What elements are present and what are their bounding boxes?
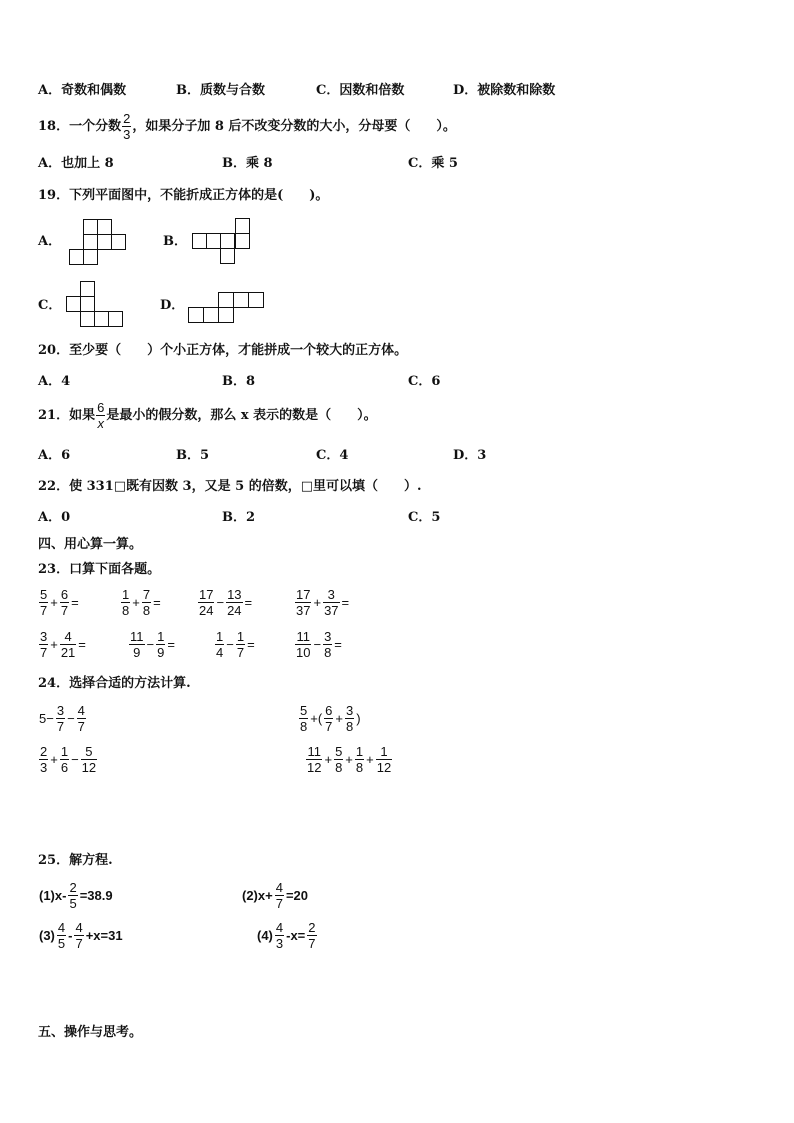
math-operator: 5− — [39, 711, 54, 726]
q18-option-b: B．乘 8 — [222, 156, 273, 171]
q21-post: 是最小的假分数，那么 x 表示的数是（ ）。 — [106, 407, 377, 423]
fraction — [215, 629, 224, 660]
fraction-numerator: 1 — [122, 587, 130, 602]
q17-option-d: D．被除数和除数 — [453, 83, 556, 98]
math-operator: − — [313, 637, 322, 652]
fraction-denominator: 8 — [300, 719, 308, 734]
fraction-denominator: 24 — [227, 603, 242, 618]
fraction — [142, 587, 151, 618]
math-operator: + — [50, 595, 58, 610]
fraction-denominator: 10 — [296, 645, 311, 660]
fraction — [295, 629, 311, 660]
fraction — [324, 703, 333, 734]
math-operator: (1)x- — [39, 888, 67, 903]
math-operator: + — [324, 752, 333, 767]
section-four-heading: 四、用心算一算。 — [38, 537, 143, 552]
fraction-numerator: 17 — [199, 587, 214, 602]
q20-option-b: B．8 — [222, 374, 256, 389]
fraction — [226, 587, 242, 618]
fraction-denominator: 3 — [40, 760, 48, 775]
math-operator: − — [216, 595, 225, 610]
math-operator: (4) — [257, 928, 273, 943]
math-operator: + — [50, 752, 58, 767]
q24-expr — [38, 744, 98, 775]
math-operator: - — [68, 928, 73, 943]
fraction — [77, 703, 86, 734]
fraction-numerator: 3 — [324, 629, 332, 644]
fraction-denominator: 12 — [307, 760, 322, 775]
fraction-denominator: 8 — [324, 645, 332, 660]
fraction — [121, 587, 130, 618]
fraction-denominator: 4 — [216, 645, 224, 660]
math-operator: = — [341, 595, 350, 610]
math-operator: = — [247, 637, 255, 652]
math-operator: +( — [310, 711, 323, 726]
q24-expr — [305, 744, 393, 775]
fraction — [323, 629, 332, 660]
fraction-numerator: 7 — [142, 587, 151, 602]
fraction-numerator: 1 — [236, 629, 245, 644]
q23-stem: 23．口算下面各题。 — [38, 562, 161, 577]
q23-expr — [294, 587, 350, 618]
q19-stem: 19．下列平面图中，不能折成正方体的是( )。 — [38, 188, 329, 203]
math-operator: = — [244, 595, 253, 610]
q25-equation — [256, 920, 318, 951]
fraction-numerator: 11 — [307, 744, 321, 759]
fraction-numerator: 1 — [60, 744, 69, 759]
fraction-denominator: 7 — [236, 645, 245, 660]
q19-label-a: A． — [38, 234, 62, 249]
fraction-denominator: 8 — [122, 603, 130, 618]
fraction-numerator: 1 — [380, 744, 388, 759]
math-operator: =38.9 — [79, 888, 113, 903]
fraction — [236, 629, 245, 660]
q23-expr — [120, 587, 162, 618]
fraction — [323, 587, 339, 618]
fraction-numerator: 5 — [85, 744, 93, 759]
q22-option-b: B．2 — [222, 510, 256, 525]
fraction-denominator: 7 — [40, 603, 48, 618]
q21-option-d: D．3 — [453, 448, 487, 463]
math-operator: =20 — [285, 888, 309, 903]
math-operator: = — [334, 637, 342, 652]
q21-fraction — [96, 400, 105, 431]
math-operator: (2)x+ — [242, 888, 273, 903]
fraction-numerator: 3 — [345, 703, 354, 718]
fraction-denominator: 12 — [81, 760, 97, 775]
fraction-numerator: 4 — [64, 629, 72, 644]
fraction-denominator: 8 — [335, 760, 343, 775]
fraction-numerator: 2 — [40, 744, 48, 759]
fraction-denominator: 7 — [275, 896, 283, 911]
q23-expr — [38, 629, 87, 660]
fraction-numerator: 2 — [69, 880, 77, 895]
fraction-denominator: 7 — [60, 603, 69, 618]
math-operator: − — [71, 752, 79, 767]
fraction-denominator: 3 — [123, 127, 131, 142]
q17-option-c: C．因数和倍数 — [316, 83, 405, 98]
fraction-numerator: 5 — [300, 703, 308, 718]
fraction-numerator: 2 — [123, 111, 131, 126]
fraction-denominator: 7 — [77, 719, 85, 734]
q25-equation — [38, 920, 124, 951]
q23-expr — [294, 629, 343, 660]
fraction — [198, 587, 214, 618]
fraction-denominator: 37 — [296, 603, 311, 618]
q19-label-b: B． — [163, 234, 187, 249]
fraction-denominator: 5 — [57, 936, 66, 951]
fraction-denominator: 9 — [133, 645, 141, 660]
math-operator: + — [335, 711, 343, 726]
q18-option-c: C．乘 5 — [408, 156, 458, 171]
q22-option-a: A．0 — [38, 510, 71, 525]
fraction-numerator: 2 — [308, 920, 316, 935]
math-operator: − — [146, 637, 155, 652]
fraction-numerator: 17 — [296, 587, 311, 602]
fraction-numerator: 4 — [77, 703, 85, 718]
q18-pre: 18．一个分数 — [38, 118, 122, 134]
fraction — [60, 587, 69, 618]
cube-net-a — [68, 219, 130, 267]
math-operator: = — [153, 595, 161, 610]
fraction-denominator: 37 — [324, 603, 339, 618]
fraction-denominator: 8 — [345, 719, 354, 734]
fraction-numerator: 4 — [57, 920, 66, 935]
math-operator: + — [313, 595, 322, 610]
fraction-denominator: x — [97, 416, 104, 431]
fraction — [39, 744, 48, 775]
fraction-numerator: 3 — [327, 587, 335, 602]
q23-expr — [214, 629, 256, 660]
fraction-denominator: 7 — [40, 645, 48, 660]
q22-option-c: C．5 — [408, 510, 441, 525]
fraction — [81, 744, 97, 775]
q21-option-c: C．4 — [316, 448, 349, 463]
math-operator: +x=31 — [85, 928, 123, 943]
fraction-numerator: 3 — [40, 629, 48, 644]
fraction-denominator: 3 — [275, 936, 284, 951]
math-operator: + — [132, 595, 140, 610]
math-operator: ) — [356, 711, 361, 726]
fraction — [60, 629, 76, 660]
fraction-numerator: 6 — [60, 587, 69, 602]
q21-option-b: B．5 — [176, 448, 210, 463]
fraction — [306, 744, 322, 775]
q25-stem: 25．解方程. — [38, 853, 113, 868]
fraction-numerator: 5 — [335, 744, 343, 759]
fraction — [334, 744, 343, 775]
fraction-numerator: 1 — [157, 629, 165, 644]
fraction — [299, 703, 308, 734]
fraction-numerator: 11 — [130, 629, 144, 644]
fraction-numerator: 1 — [216, 629, 224, 644]
math-operator: + — [50, 637, 58, 652]
q21-option-a: A．6 — [38, 448, 71, 463]
fraction — [307, 920, 316, 951]
fraction-numerator: 11 — [296, 629, 310, 644]
fraction — [156, 629, 165, 660]
fraction-numerator: 6 — [325, 703, 333, 718]
fraction-numerator: 6 — [97, 400, 105, 415]
q18-post: ，如果分子加 8 后不改变分数的大小，分母要（ ）。 — [132, 118, 456, 134]
q20-stem: 20．至少要（ ）个小正方体，才能拼成一个较大的正方体。 — [38, 343, 408, 358]
fraction — [355, 744, 364, 775]
q23-expr — [128, 629, 176, 660]
q25-equation — [241, 880, 309, 911]
fraction-numerator: 3 — [56, 703, 65, 718]
cube-net-b — [191, 218, 253, 266]
fraction — [57, 920, 66, 951]
fraction — [39, 587, 48, 618]
q18-stem — [38, 111, 456, 142]
fraction-numerator: 4 — [275, 920, 284, 935]
q21-stem — [38, 400, 377, 431]
cube-net-c — [65, 281, 127, 329]
q20-option-c: C．6 — [408, 374, 441, 389]
fraction — [376, 744, 392, 775]
q23-expr — [38, 587, 80, 618]
fraction — [56, 703, 65, 734]
q22-stem: 22．使 331□既有因数 3，又是 5 的倍数，□里可以填（ ）. — [38, 479, 422, 494]
math-operator: = — [71, 595, 79, 610]
q18-option-a: A．也加上 8 — [38, 156, 114, 171]
fraction — [74, 920, 83, 951]
section-five-heading: 五、操作与思考。 — [38, 1025, 143, 1040]
math-operator: = — [167, 637, 175, 652]
q19-label-d: D． — [160, 298, 185, 313]
q25-equation — [38, 880, 114, 911]
math-operator: + — [345, 752, 353, 767]
fraction-numerator: 13 — [227, 587, 242, 602]
fraction — [129, 629, 145, 660]
fraction-denominator: 7 — [75, 936, 83, 951]
fraction-denominator: 12 — [376, 760, 392, 775]
fraction-denominator: 7 — [308, 936, 316, 951]
math-operator: = — [78, 637, 86, 652]
q17-option-a: A．奇数和偶数 — [38, 83, 127, 98]
q21-pre: 21．如果 — [38, 407, 96, 423]
fraction-denominator: 6 — [60, 760, 69, 775]
math-operator: − — [67, 711, 75, 726]
math-operator: + — [366, 752, 374, 767]
math-operator: -x= — [286, 928, 306, 943]
fraction — [275, 880, 284, 911]
fraction-denominator: 5 — [69, 896, 77, 911]
cube-net-d — [187, 291, 267, 325]
q24-expr — [298, 703, 362, 734]
q20-option-a: A．4 — [38, 374, 71, 389]
fraction — [39, 629, 48, 660]
fraction — [68, 880, 77, 911]
fraction-numerator: 1 — [355, 744, 364, 759]
fraction-numerator: 5 — [40, 587, 48, 602]
math-operator: (3) — [39, 928, 55, 943]
fraction-denominator: 9 — [157, 645, 165, 660]
fraction-denominator: 24 — [199, 603, 214, 618]
fraction-denominator: 8 — [142, 603, 151, 618]
fraction-numerator: 4 — [75, 920, 83, 935]
q18-fraction — [122, 111, 131, 142]
q24-expr — [38, 703, 87, 734]
fraction-denominator: 7 — [56, 719, 65, 734]
fraction-denominator: 8 — [355, 760, 364, 775]
math-operator: − — [226, 637, 234, 652]
q23-expr — [197, 587, 253, 618]
fraction-denominator: 7 — [325, 719, 333, 734]
q19-label-c: C． — [38, 298, 62, 313]
fraction — [295, 587, 311, 618]
q24-stem: 24．选择合适的方法计算. — [38, 676, 191, 691]
fraction — [60, 744, 69, 775]
fraction-numerator: 4 — [275, 880, 283, 895]
fraction-denominator: 21 — [60, 645, 76, 660]
q17-option-b: B．质数与合数 — [176, 83, 265, 98]
fraction — [345, 703, 354, 734]
fraction — [275, 920, 284, 951]
